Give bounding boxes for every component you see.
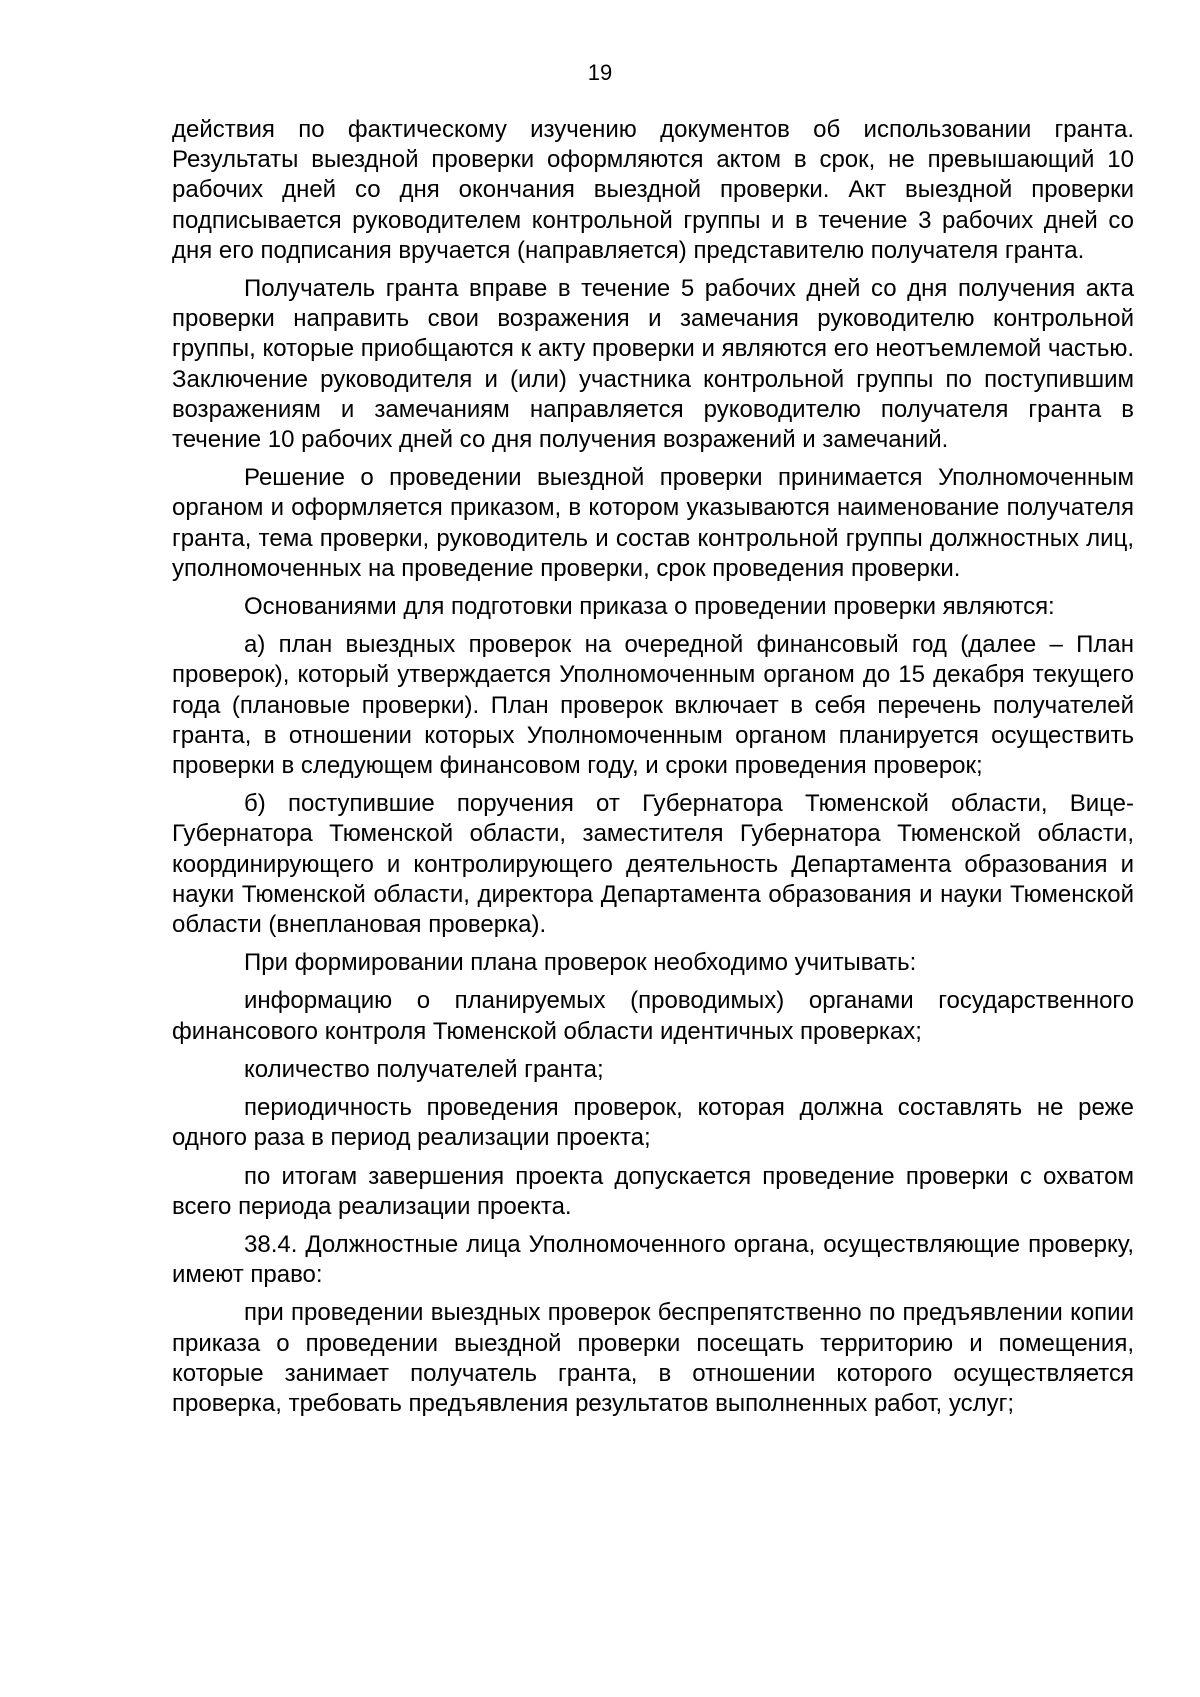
- paragraph-consideration-frequency: периодичность проведения проверок, которая должна составлять не реже одного раза в период реализации проекта;: [172, 1094, 1134, 1152]
- page-number: 19: [587, 60, 613, 85]
- paragraph-consideration-information: информацию о планируемых (проводимых) органами государственного финансового контроля Тюменской области идентичных проверках;: [172, 987, 1134, 1045]
- paragraph-objections: Получатель гранта вправе в течение 5 рабочих дней со дня получения акта проверки направить свои возражения и замечания руководителю контрольной группы, которые приобщаются к акту проверки и являются его неотъемлемой частью. Заключение руководителя и (или) участника контрольной группы по поступившим возражениям и замечаниям направляется руководителю получателя гранта в течение 10 рабочих дней со дня получения возражений и замечаний.: [172, 275, 1134, 454]
- document-body: [172, 115, 1134, 1427]
- paragraph-plan-considerations: При формировании плана проверок необходимо учитывать:: [244, 949, 917, 977]
- paragraph-grounds-intro: Основаниями для подготовки приказа о проведении проверки являются:: [244, 593, 1055, 621]
- paragraph-grounds-b: б) поступившие поручения от Губернатора Тюменской области, Вице-Губернатора Тюменской области, заместителя Губернатора Тюменской области, координирующего и контролирующего деятельность Департамента образования и науки Тюменской области, директора Департамента образования и науки Тюменской области (внеплановая проверка).: [172, 790, 1134, 939]
- paragraph-consideration-count: количество получателей гранта;: [244, 1055, 604, 1083]
- paragraph-consideration-completion: по итогам завершения проекта допускается проведение проверки с охватом всего периода реализации проекта.: [172, 1162, 1134, 1220]
- paragraph-inspection-decision: Решение о проведении выездной проверки принимается Уполномоченным органом и оформляется приказом, в котором указываются наименование получателя гранта, тема проверки, руководитель и состав контрольной группы должностных лиц, уполномоченных на проведение проверки, срок проведения проверки.: [172, 464, 1134, 582]
- paragraph-grounds-a: а) план выездных проверок на очередной финансовый год (далее – План проверок), который утверждается Уполномоченным органом до 15 декабря текущего года (плановые проверки). План проверок включает в себя перечень получателей гранта, в отношении которых Уполномоченным органом планируется осуществить проверки в следующем финансовом году, и сроки проведения проверок;: [172, 631, 1134, 780]
- paragraph-section-38-4: 38.4. Должностные лица Уполномоченного органа, осуществляющие проверку, имеют право:: [172, 1230, 1134, 1289]
- paragraph-right-access: при проведении выездных проверок беспрепятственно по предъявлении копии приказа о проведении выездной проверки посещать территорию и помещения, которые занимает получатель гранта, в отношении которого осуществляется проверка, требовать предъявления результатов выполненных работ, услуг;: [172, 1299, 1134, 1417]
- paragraph-continued-inspection-act: действия по фактическому изучению документов об использовании гранта. Результаты выездной проверки оформляются актом в срок, не превышающий 10 рабочих дней со дня окончания выездной проверки. Акт выездной проверки подписывается руководителем контрольной группы и в течение 3 рабочих дней со дня его подписания вручается (направляется) представителю получателя гранта.: [172, 116, 1134, 264]
